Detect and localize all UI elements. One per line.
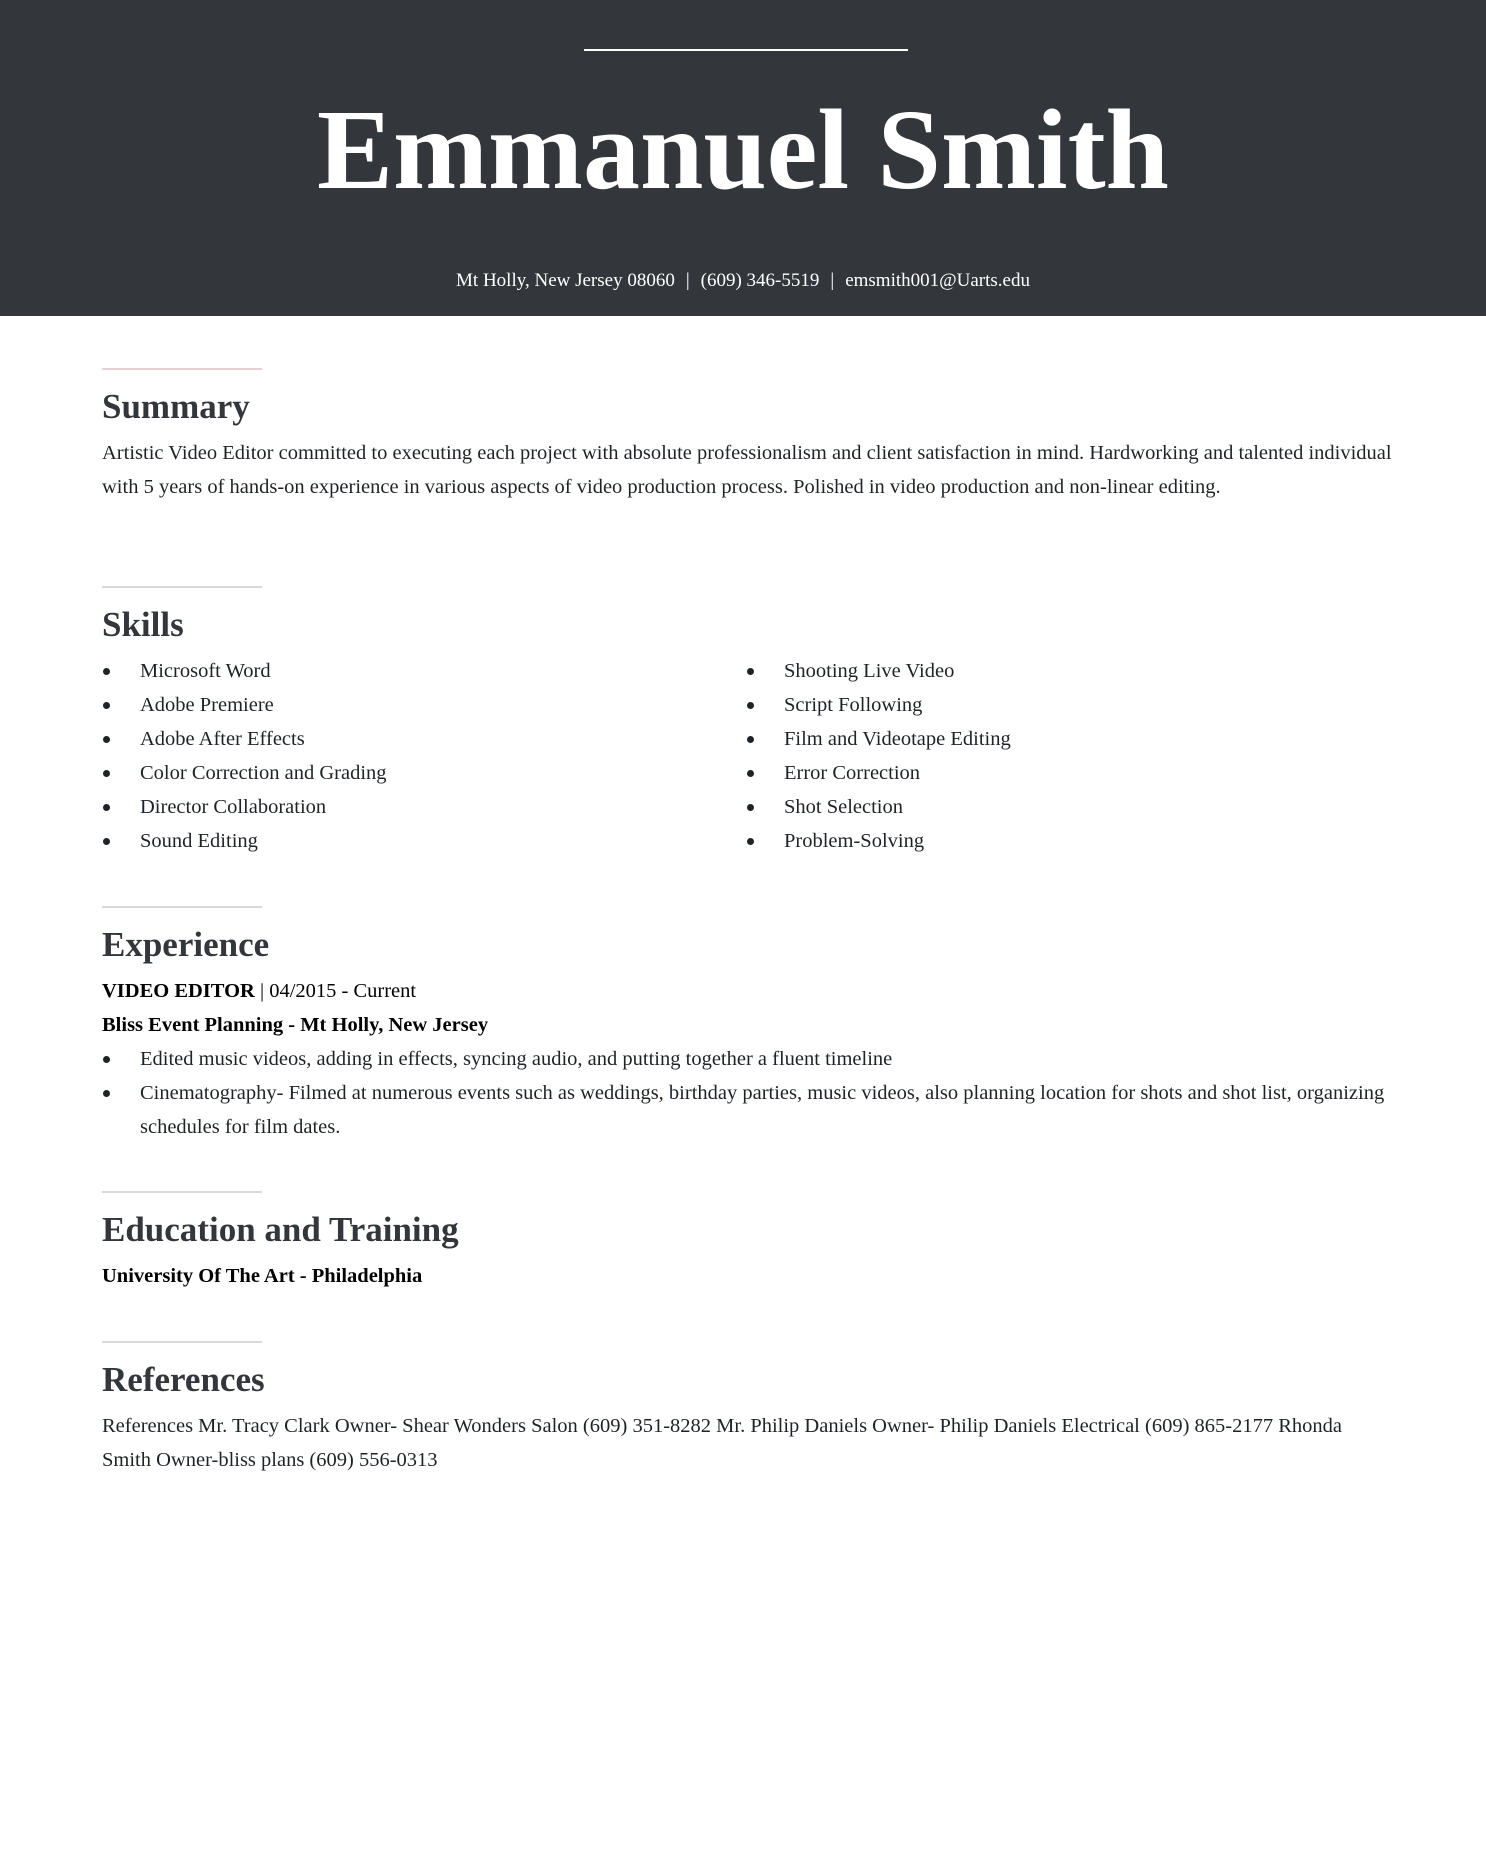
skill-item: Error Correction [746, 756, 1390, 790]
skill-item: Script Following [746, 688, 1390, 722]
skill-item: Sound Editing [102, 824, 746, 858]
education-heading: Education and Training [102, 1210, 459, 1249]
contact-separator: | [830, 270, 835, 291]
skill-item: Problem-Solving [746, 824, 1390, 858]
references-section [102, 1341, 1392, 1477]
job-title-line [102, 974, 1392, 1008]
job-dates: | 04/2015 - Current [254, 980, 417, 1002]
contact-email: emsmith001@Uarts.edu [845, 270, 1030, 291]
candidate-name: Emmanuel Smith [317, 86, 1169, 213]
skill-item: Adobe Premiere [102, 688, 746, 722]
section-divider [102, 586, 262, 588]
experience-heading: Experience [102, 925, 270, 964]
references-heading: References [102, 1360, 265, 1399]
skills-section [102, 586, 1392, 858]
job-company: Bliss Event Planning - Mt Holly, New Jersey [102, 1014, 489, 1036]
skills-columns [102, 654, 1392, 858]
summary-text: Artistic Video Editor committed to executing each project with absolute professionalism and client satisfaction in mind. Hardworking and talented individual with 5 years of hands-on experience in various aspects of video production process. Polished in video production and non-linear editing. [102, 442, 1392, 498]
skills-list-right [746, 654, 1390, 858]
section-divider [102, 1191, 262, 1193]
contact-location: Mt Holly, New Jersey 08060 [456, 270, 675, 291]
skill-item: Film and Videotape Editing [746, 722, 1390, 756]
skill-item: Shot Selection [746, 790, 1390, 824]
experience-section [102, 906, 1392, 1144]
summary-heading: Summary [102, 387, 250, 426]
contact-phone: (609) 346-5519 [700, 270, 820, 291]
header-divider [584, 49, 908, 51]
contact-line [0, 268, 1486, 294]
job-bullet: Edited music videos, adding in effects, syncing audio, and putting together a fluent timeline [102, 1042, 1392, 1076]
skill-item: Color Correction and Grading [102, 756, 746, 790]
job-bullet: Cinematography- Filmed at numerous events such as weddings, birthday parties, music videos, also planning location for shots and shot list, organizing schedules for film dates. [102, 1076, 1392, 1144]
resume-header [0, 0, 1486, 316]
job-bullets [102, 1042, 1392, 1144]
skill-item: Microsoft Word [102, 654, 746, 688]
job-title: VIDEO EDITOR [102, 980, 255, 1002]
references-text: References Mr. Tracy Clark Owner- Shear Wonders Salon (609) 351-8282 Mr. Philip Daniels Owner- Philip Daniels Electrical (609) 865-2177 Rhonda Smith Owner-bliss plans (609) 556-0313 [102, 1415, 1343, 1471]
section-divider [102, 368, 262, 370]
education-section [102, 1191, 1392, 1293]
section-divider [102, 906, 262, 908]
skill-item: Shooting Live Video [746, 654, 1390, 688]
summary-section [102, 368, 1392, 504]
education-school: University Of The Art - Philadelphia [102, 1265, 423, 1287]
skill-item: Director Collaboration [102, 790, 746, 824]
skills-heading: Skills [102, 605, 184, 644]
contact-separator: | [685, 270, 690, 291]
skill-item: Adobe After Effects [102, 722, 746, 756]
skills-list-left [102, 654, 746, 858]
section-divider [102, 1341, 262, 1343]
